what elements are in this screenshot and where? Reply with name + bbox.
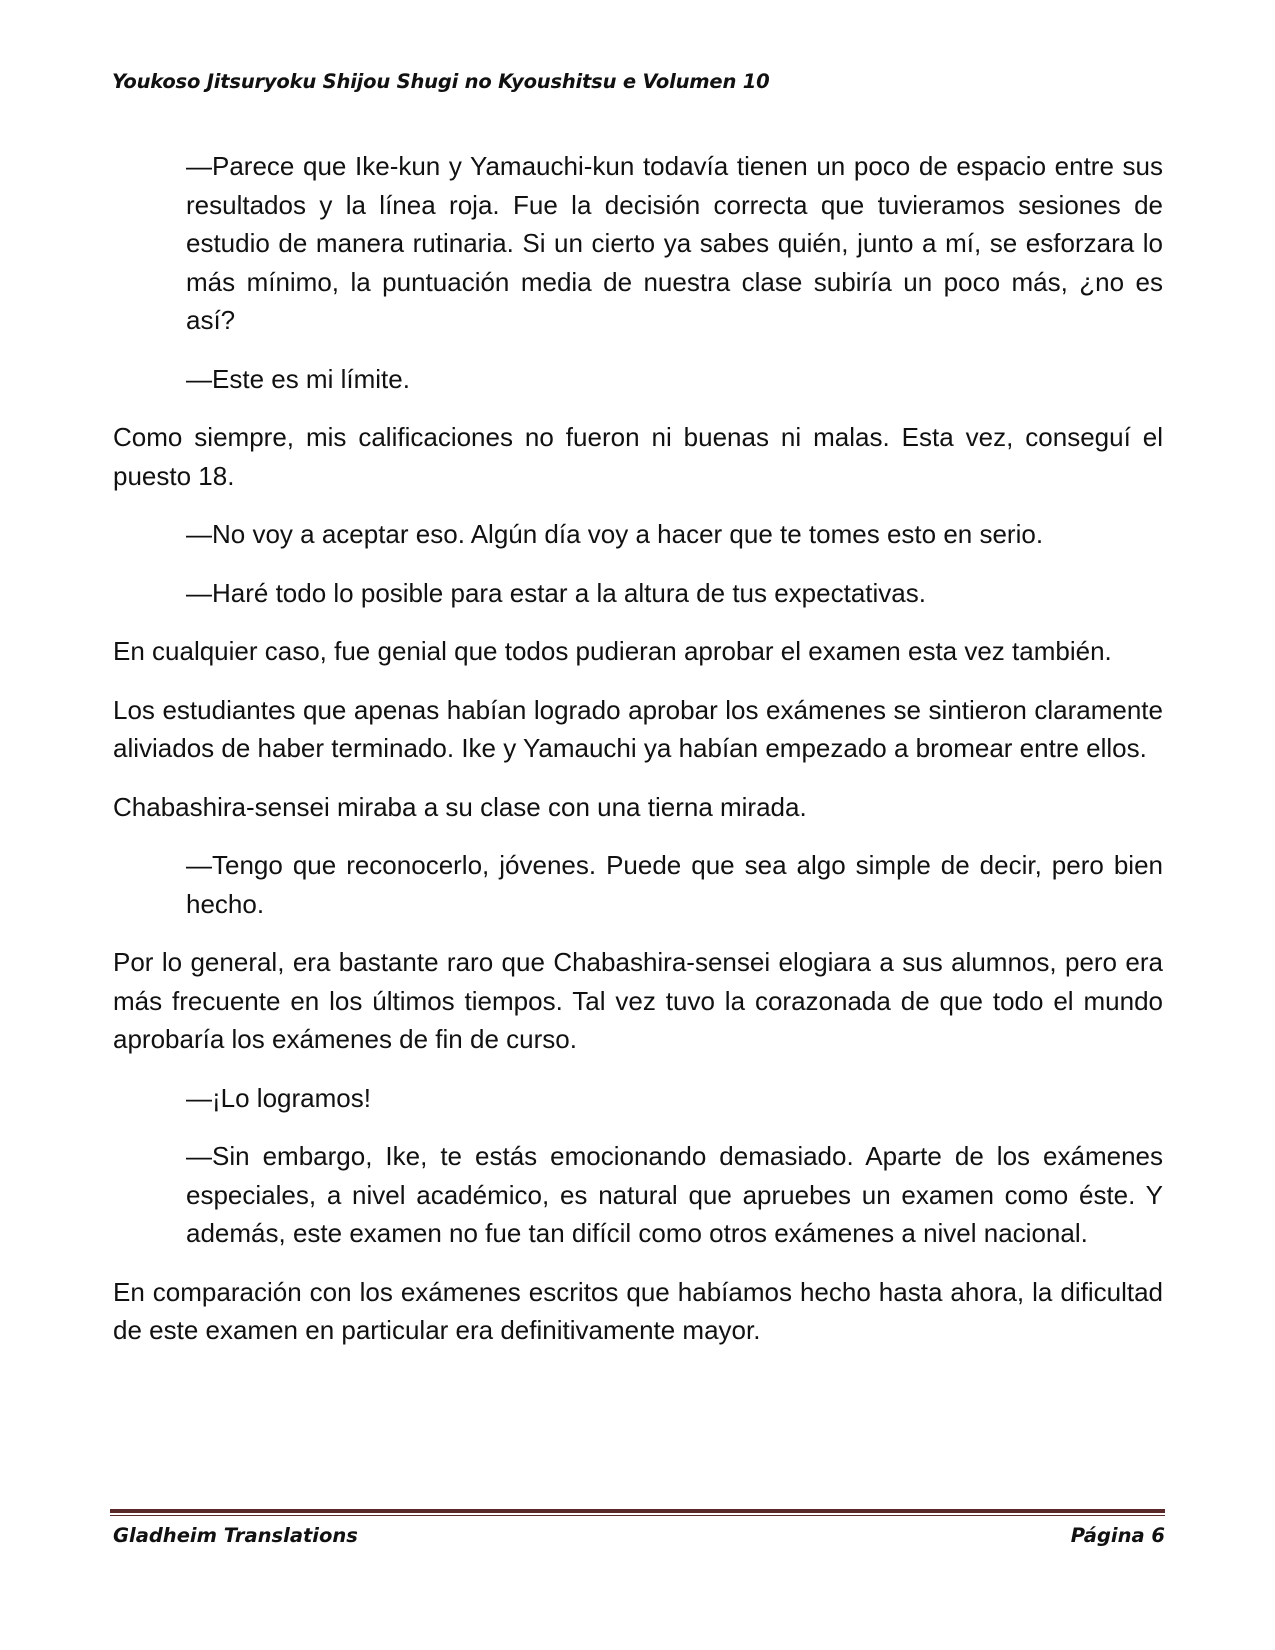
footer-divider — [110, 1509, 1165, 1516]
paragraph-dialogue: —No voy a aceptar eso. Algún día voy a hacer que te tomes esto en serio. — [186, 519, 1044, 549]
footer-divider-thick — [110, 1509, 1165, 1513]
paragraph-dialogue: —¡Lo logramos! — [186, 1082, 371, 1113]
paragraph-narration: En cualquier caso, fue genial que todos pudieran aprobar el examen esta vez también. — [113, 636, 1112, 666]
paragraph-narration: Chabashira-sensei miraba a su clase con una tierna mirada. — [113, 791, 807, 822]
paragraph-narration: En comparación con los exámenes escritos que habíamos hecho hasta ahora, la dificultad de este examen en particular era definitivamente mayor. — [113, 1276, 1163, 1345]
paragraph-narration: Como siempre, mis calificaciones no fueron ni buenas ni malas. Esta vez, conseguí el puesto 18. — [113, 422, 1163, 491]
paragraph-dialogue: —Sin embargo, Ike, te estás emocionando demasiado. Aparte de los exámenes especiales, a nivel académico, es natural que apruebes un examen como éste. Y además, este examen no fue tan difícil como otros exámenes a nivel nacional. — [186, 1141, 1163, 1248]
paragraph-narration: Por lo general, era bastante raro que Chabashira-sensei elogiara a sus alumnos, pero era más frecuente en los últimos tiempos. Tal vez tuvo la corazonada de que todo el mundo aprobaría los exámenes de fin de curso. — [113, 947, 1163, 1054]
paragraph-dialogue: —Haré todo lo posible para estar a la altura de tus expectativas. — [186, 577, 926, 608]
paragraph-dialogue: —Parece que Ike-kun y Yamauchi-kun todavía tienen un poco de espacio entre sus resultados y la línea roja. Fue la decisión correcta que tuvieramos sesiones de estudio de manera rutinaria. Si un cierto ya sabes quién, junto a mí, se esforzara lo más mínimo, la puntuación media de nuestra clase subiría un poco más, ¿no es así? — [186, 151, 1163, 335]
paragraph-dialogue: —Este es mi límite. — [186, 363, 410, 394]
footer-translator: Gladheim Translations — [113, 1524, 358, 1547]
page-header-title: Youkoso Jitsuryoku Shijou Shugi no Kyoushitsu e Volumen 10 — [112, 70, 770, 93]
body-text — [113, 147, 1163, 1370]
footer-page-number: Página 6 — [1070, 1524, 1165, 1547]
footer-divider-thin — [110, 1515, 1165, 1516]
paragraph-narration: Los estudiantes que apenas habían logrado aprobar los exámenes se sintieron claramente aliviados de haber terminado. Ike y Yamauchi ya habían empezado a bromear entre ellos. — [113, 694, 1163, 763]
paragraph-dialogue: —Tengo que reconocerlo, jóvenes. Puede que sea algo simple de decir, pero bien hecho. — [186, 850, 1163, 919]
